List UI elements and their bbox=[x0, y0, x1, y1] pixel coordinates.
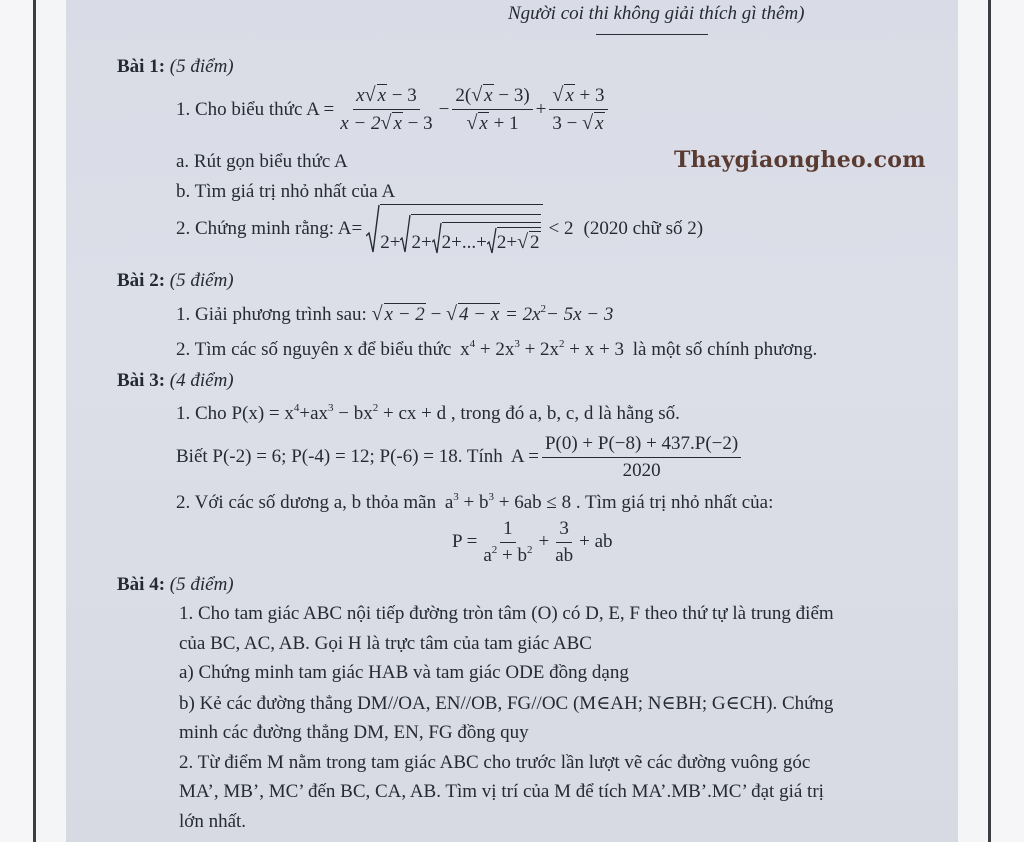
bai1-frac-3: $\frac{√ x + 3}{3 - √ x}$ bbox=[549, 84, 607, 135]
bai4-line-1: 1. Cho tam giác ABC nội tiếp đường tròn tâm (O) có D, E, F theo thứ tự là trung điểm bbox=[179, 603, 834, 624]
bai2-q1-intro: 1. Giải phương trình sau: bbox=[176, 304, 367, 325]
watermark: Thaygiaongheo.com bbox=[674, 147, 926, 173]
bai3-given bbox=[176, 433, 744, 482]
bai3-title: Bài 3: bbox=[117, 370, 166, 391]
header-note: Người coi thi không giải thích gì thêm) bbox=[508, 3, 805, 24]
bai2-q2-intro: 2. Tìm các số nguyên x để biểu thức bbox=[176, 339, 452, 360]
bai1-q2-note: (2020 chữ số 2) bbox=[583, 218, 704, 239]
bai3-given-text: Biết P(-2) = 6; P(-4) = 12; P(-6) = 18. Tính bbox=[176, 446, 503, 468]
bai1-frac-1: $\frac{x√ x - 3}{x - 2√ x - 3}$ bbox=[340, 84, 433, 134]
bai4-points: (5 điểm) bbox=[169, 574, 234, 595]
bai4-line-8: lớn nhất. bbox=[179, 811, 247, 832]
bai2-q1: 1. Giải phương trình sau: √ x − 2 − √ $4 - x = 2x^2- 5x - 3$ bbox=[176, 303, 614, 325]
bai3-q2: 2. Với các số dương a, b thỏa mãn $a^3 + b^3 + 6ab \le 8$ . Tìm giá trị nhỏ nhất của: bbox=[176, 491, 774, 513]
bai1-qb: b. Tìm giá trị nhỏ nhất của A bbox=[176, 181, 396, 202]
bai3-q2-intro: 2. Với các số dương a, b thỏa mãn bbox=[176, 492, 437, 513]
bai4-heading bbox=[117, 574, 234, 596]
bai3-q1-tail: , trong đó a, b, c, d là hằng số. bbox=[450, 403, 680, 424]
bai1-frac-2: $\frac{2(√ x - 3)}{√ x + 1}$ bbox=[452, 84, 532, 135]
bai1-q1 bbox=[176, 84, 611, 135]
bai4-line-2: của BC, AC, AB. Gọi H là trực tâm của tam giác ABC bbox=[179, 633, 592, 654]
bai3-points: (4 điểm) bbox=[169, 370, 234, 391]
bai3-q2-tail: . Tìm giá trị nhỏ nhất của: bbox=[575, 492, 774, 513]
bai3-calc-fraction: $\frac{P(0) + P(-8) + 437.P(-2)}{2020}$ bbox=[542, 433, 741, 482]
plus-sign: + bbox=[535, 98, 547, 120]
bai1-heading bbox=[117, 56, 234, 78]
bai1-q2-intro: 2. Chứng minh rằng: A= bbox=[176, 218, 363, 239]
bai3-heading bbox=[117, 370, 234, 392]
bai4-line-5: minh các đường thẳng DM, EN, FG đồng quy bbox=[179, 722, 529, 743]
header-underline bbox=[596, 34, 708, 35]
nested-radical: 2+ 2+ 2+...+ 2+ √ 2 bbox=[366, 204, 542, 254]
bai1-q2-tail: < 2 bbox=[548, 218, 574, 239]
bai3-q1-intro: 1. Cho bbox=[176, 403, 227, 424]
bai2-q2-tail: là một số chính phương. bbox=[632, 339, 818, 360]
bai2-points: (5 điểm) bbox=[169, 270, 234, 291]
bai2-title: Bài 2: bbox=[117, 270, 166, 291]
calc-lhs: A = bbox=[510, 446, 539, 468]
bai1-points: (5 điểm) bbox=[169, 56, 234, 77]
bai1-qa: a. Rút gọn biểu thức A bbox=[176, 151, 348, 172]
bai1-q2 bbox=[176, 204, 703, 254]
bai2-heading bbox=[117, 270, 234, 292]
bai1-title: Bài 1: bbox=[117, 56, 166, 77]
bai4-line-7: MA’, MB’, MC’ đến BC, CA, AB. Tìm vị trí của M để tích MA’.MB’.MC’ đạt giá trị bbox=[179, 781, 824, 802]
bai4-line-3: a) Chứng minh tam giác HAB và tam giác ODE đồng dạng bbox=[179, 662, 629, 683]
minus-sign: − bbox=[438, 98, 450, 120]
bai1-q1-intro: 1. Cho biểu thức A = bbox=[176, 98, 335, 120]
bai4-line-6: 2. Từ điểm M nằm trong tam giác ABC cho trước lần lượt vẽ các đường vuông góc bbox=[179, 752, 811, 773]
right-window-frame bbox=[988, 0, 1024, 842]
left-window-frame bbox=[0, 0, 36, 842]
bai2-q2: 2. Tìm các số nguyên x để biểu thức $x^4 + 2x^3 + 2x^2 + x + 3$ là một số chính phương. bbox=[176, 338, 818, 360]
bai4-line-4: b) Kẻ các đường thẳng DM//OA, EN//OB, FG//OC (M∈AH; N∈BH; G∈CH). Chứng bbox=[179, 693, 834, 714]
bai4-title: Bài 4: bbox=[117, 574, 166, 595]
bai3-q1: 1. Cho $P(x) = x^4+ax^3 - bx^2$ + cx + d , trong đó a, b, c, d là hằng số. bbox=[176, 402, 680, 424]
bai3-p-expression: P = $\frac{1}{a^2 + b^2}$ + $\frac{3}{ab}$ + ab bbox=[452, 518, 613, 566]
